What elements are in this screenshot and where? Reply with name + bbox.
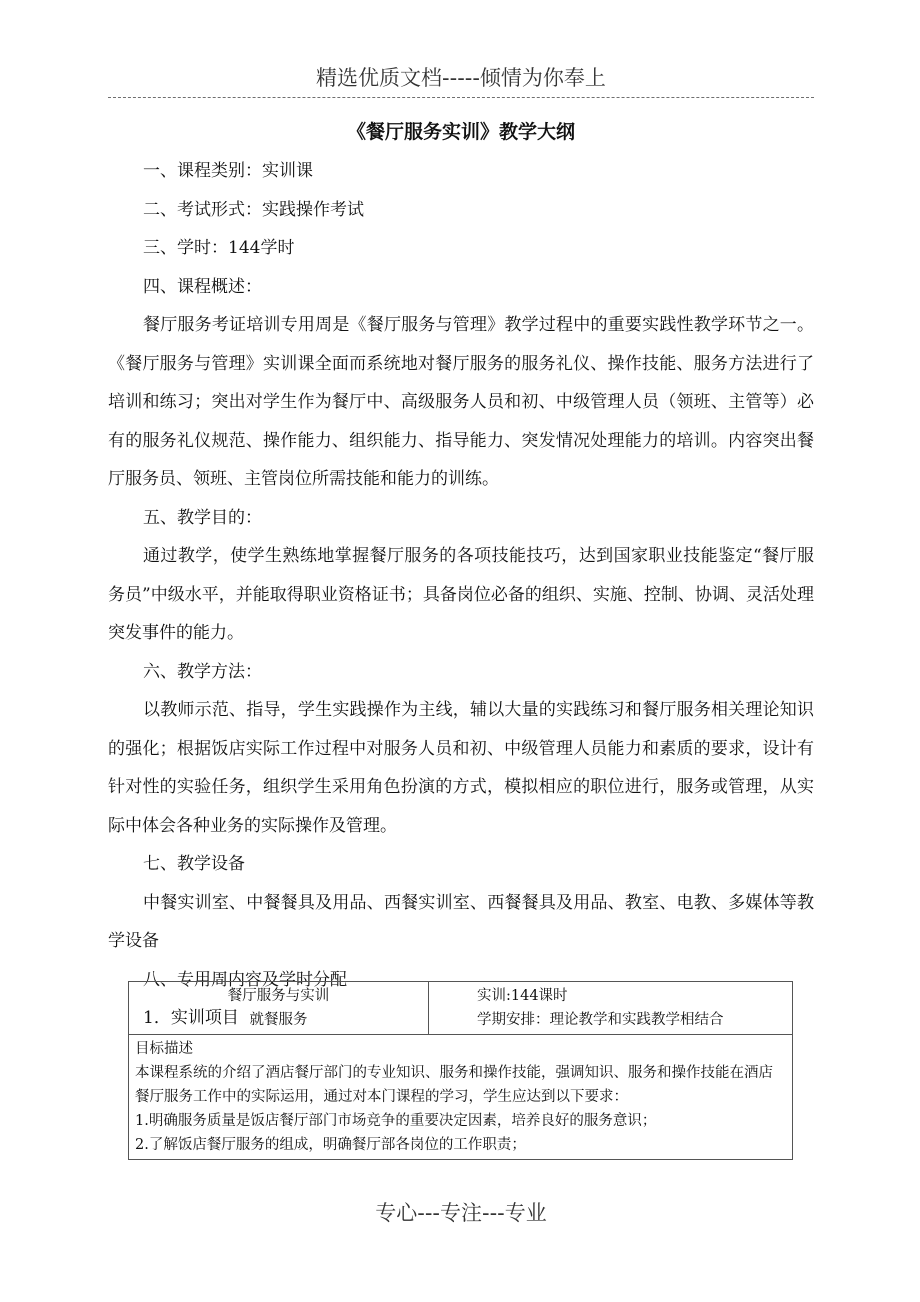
purpose-paragraph: 通过教学，使学生熟练地掌握餐厅服务的各项技能技巧，达到国家职业技能鉴定“餐厅服务员”中级水平，并能取得职业资格证书；具备岗位必备的组织、实施、控制、协调、灵活处理突发事件的能力。	[108, 546, 814, 643]
document-body	[108, 152, 814, 1038]
goal-cell	[129, 1035, 793, 1160]
exam-form-line: 二、考试形式：实践操作考试	[143, 199, 364, 220]
overview-heading: 四、课程概述：	[143, 276, 262, 297]
goal-intro: 本课程系统的介绍了酒店餐厅部门的专业知识、服务和操作技能，强调知识、服务和操作技能在酒店餐厅服务工作中的实际运用，通过对本门课程的学习，学生应达到以下要求：	[135, 1065, 773, 1105]
page-footer: 专心---专注---专业	[375, 1201, 547, 1225]
goal-item: 2.了解饭店餐厅服务的组成，明确餐厅部各岗位的工作职责；	[135, 1137, 526, 1153]
goal-item: 1.明确服务质量是饭店餐厅部门市场竞争的重要决定因素，培养良好的服务意识；	[135, 1113, 657, 1129]
table-row	[129, 1035, 793, 1160]
equipment-heading: 七、教学设备	[143, 854, 245, 874]
hours-line: 三、学时：144学时	[143, 238, 295, 258]
term-schedule: 学期安排：理论教学和实践教学相结合	[477, 1012, 724, 1028]
schedule-heading: 八、专用周内容及学时分配	[143, 969, 347, 990]
header-divider	[108, 97, 814, 98]
course-name: 餐厅服务与实训	[227, 988, 330, 1004]
item-heading: 1．实训项目	[143, 1008, 239, 1028]
module-name: 就餐服务	[249, 1012, 308, 1028]
table-row	[129, 982, 793, 1035]
course-type-line: 一、课程类别：实训课	[143, 161, 313, 181]
document-title: 《餐厅服务实训》教学大纲	[346, 121, 575, 143]
page-header: 精选优质文档-----倾情为你奉上	[316, 66, 606, 90]
overview-paragraph: 餐厅服务考证培训专用周是《餐厅服务与管理》教学过程中的重要实践性教学环节之一。《餐厅服务与管理》实训课全面而系统地对餐厅服务的服务礼仪、操作技能、服务方法进行了培训和练习；突出对学生作为餐厅中、高级服务人员和初、中级管理人员（领班、主管等）必有的服务礼仪规范、操作能力、组织能力、指导能力、突发情况处理能力的培训。内容突出餐厅服务员、领班、主管岗位所需技能和能力的训练。	[108, 315, 814, 489]
course-cell	[129, 982, 429, 1035]
training-project-table	[128, 981, 793, 1160]
method-paragraph: 以教师示范、指导，学生实践操作为主线，辅以大量的实践练习和餐厅服务相关理论知识的强化；根据饭店实际工作过程中对服务人员和初、中级管理人员能力和素质的要求，设计有针对性的实验任务，组织学生采用角色扮演的方式，模拟相应的职位进行，服务或管理，从实际中体会各种业务的实际操作及管理。	[108, 700, 814, 836]
method-heading: 六、教学方法：	[143, 661, 262, 682]
equipment-paragraph: 中餐实训室、中餐餐具及用品、西餐实训室、西餐餐具及用品、教室、电教、多媒体等教学设备	[108, 892, 814, 951]
goal-heading: 目标描述	[135, 1041, 193, 1057]
hours-value: 实训:144课时	[477, 988, 568, 1004]
schedule-cell	[429, 982, 793, 1035]
purpose-heading: 五、教学目的：	[143, 507, 262, 528]
